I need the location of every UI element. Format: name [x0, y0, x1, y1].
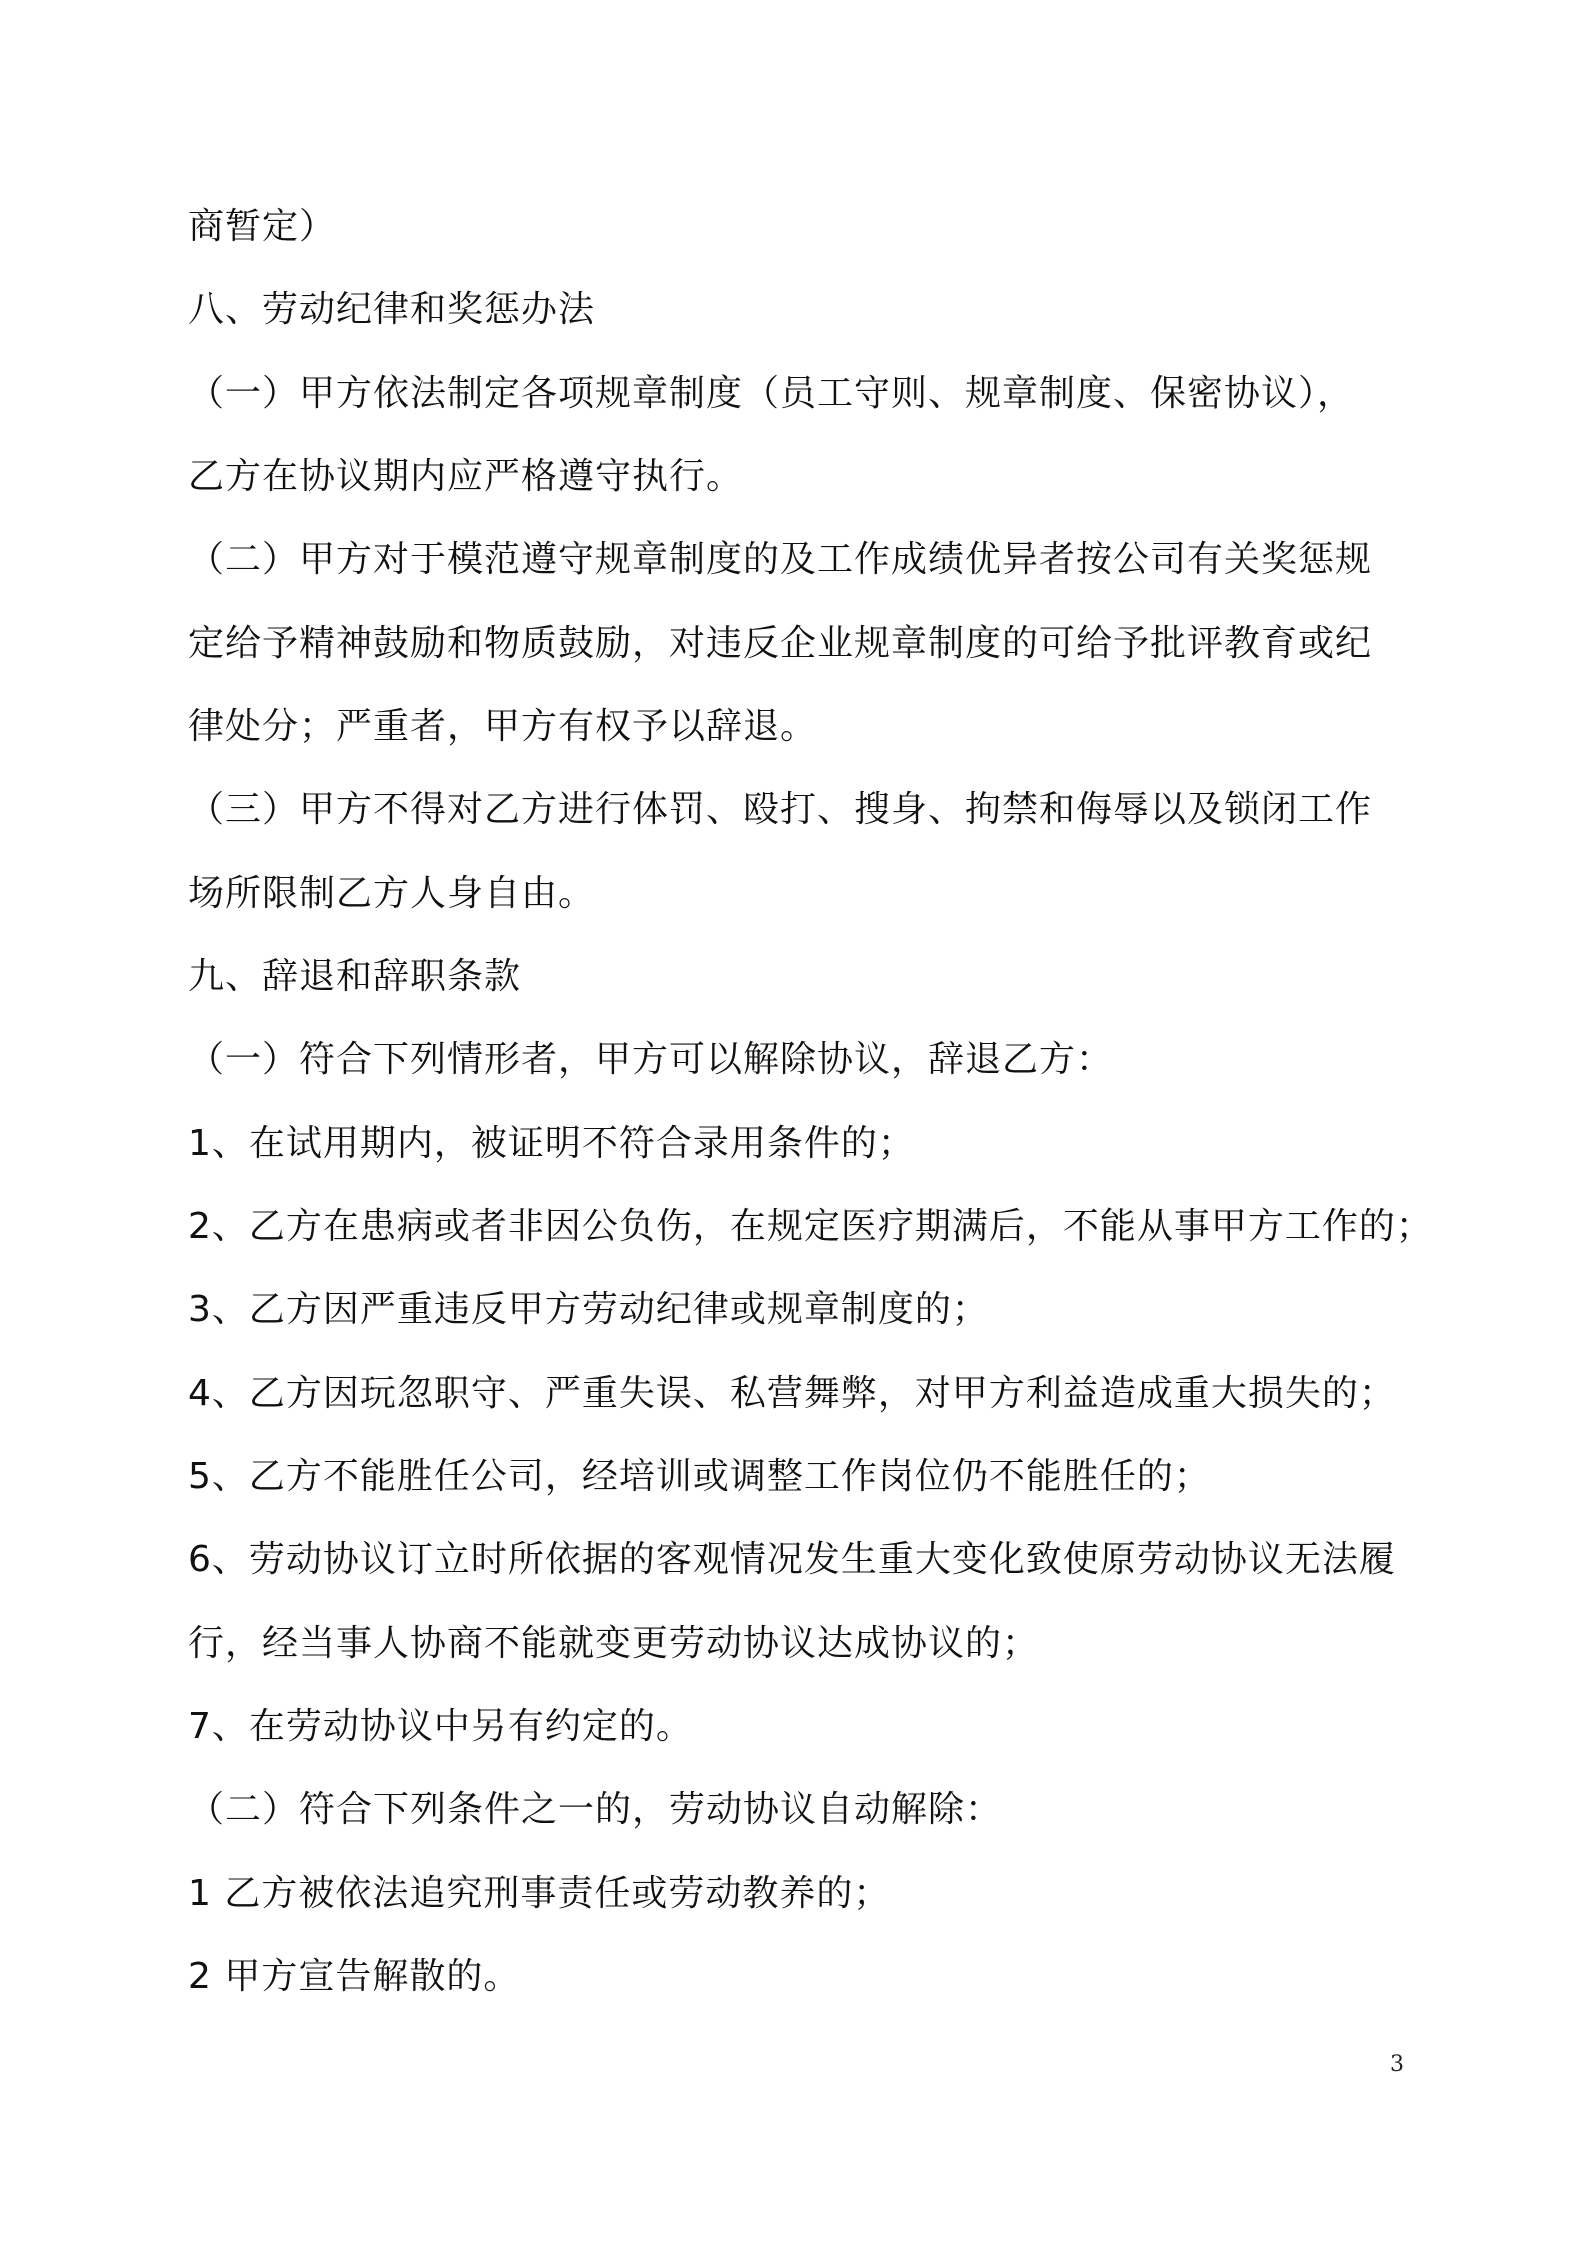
text-line: （一）甲方依法制定各项规章制度（员工守则、规章制度、保密协议），	[188, 373, 1355, 414]
section-heading: 八、劳动纪律和奖惩办法	[188, 289, 596, 330]
list-item: 2、乙方在患病或者非因公负伤，在规定医疗期满后，不能从事甲方工作的；	[188, 1206, 1433, 1247]
list-item: 5、乙方不能胜任公司，经培训或调整工作岗位仍不能胜任的；	[188, 1456, 1211, 1497]
text-line: 商暂定）	[188, 206, 337, 247]
text-line: 律处分；严重者，甲方有权予以辞退。	[188, 706, 818, 747]
list-item: 1 乙方被依法追究刑事责任或劳动教养的；	[188, 1873, 891, 1914]
text-line: 行，经当事人协商不能就变更劳动协议达成协议的；	[188, 1623, 1040, 1664]
text-line: （二）符合下列条件之一的，劳动协议自动解除：	[188, 1789, 1003, 1830]
list-item: 2 甲方宣告解散的。	[188, 1956, 521, 1997]
list-item: 4、乙方因玩忽职守、严重失误、私营舞弊，对甲方利益造成重大损失的；	[188, 1373, 1396, 1414]
text-line: 场所限制乙方人身自由。	[188, 873, 596, 914]
list-item: 7、在劳动协议中另有约定的。	[188, 1706, 693, 1747]
text-line: （二）甲方对于模范遵守规章制度的及工作成绩优异者按公司有关奖惩规	[188, 539, 1373, 580]
page-number: 3	[1390, 2052, 1404, 2077]
text-line: （一）符合下列情形者，甲方可以解除协议，辞退乙方：	[188, 1039, 1114, 1080]
text-line: （三）甲方不得对乙方进行体罚、殴打、搜身、拘禁和侮辱以及锁闭工作	[188, 789, 1373, 830]
list-item: 6、劳动协议订立时所依据的客观情况发生重大变化致使原劳动协议无法履	[188, 1539, 1396, 1580]
text-line: 乙方在协议期内应严格遵守执行。	[188, 456, 744, 497]
list-item: 3、乙方因严重违反甲方劳动纪律或规章制度的；	[188, 1289, 989, 1330]
list-item: 1、在试用期内，被证明不符合录用条件的；	[188, 1123, 915, 1164]
section-heading: 九、辞退和辞职条款	[188, 956, 522, 997]
text-line: 定给予精神鼓励和物质鼓励，对违反企业规章制度的可给予批评教育或纪	[188, 623, 1373, 664]
